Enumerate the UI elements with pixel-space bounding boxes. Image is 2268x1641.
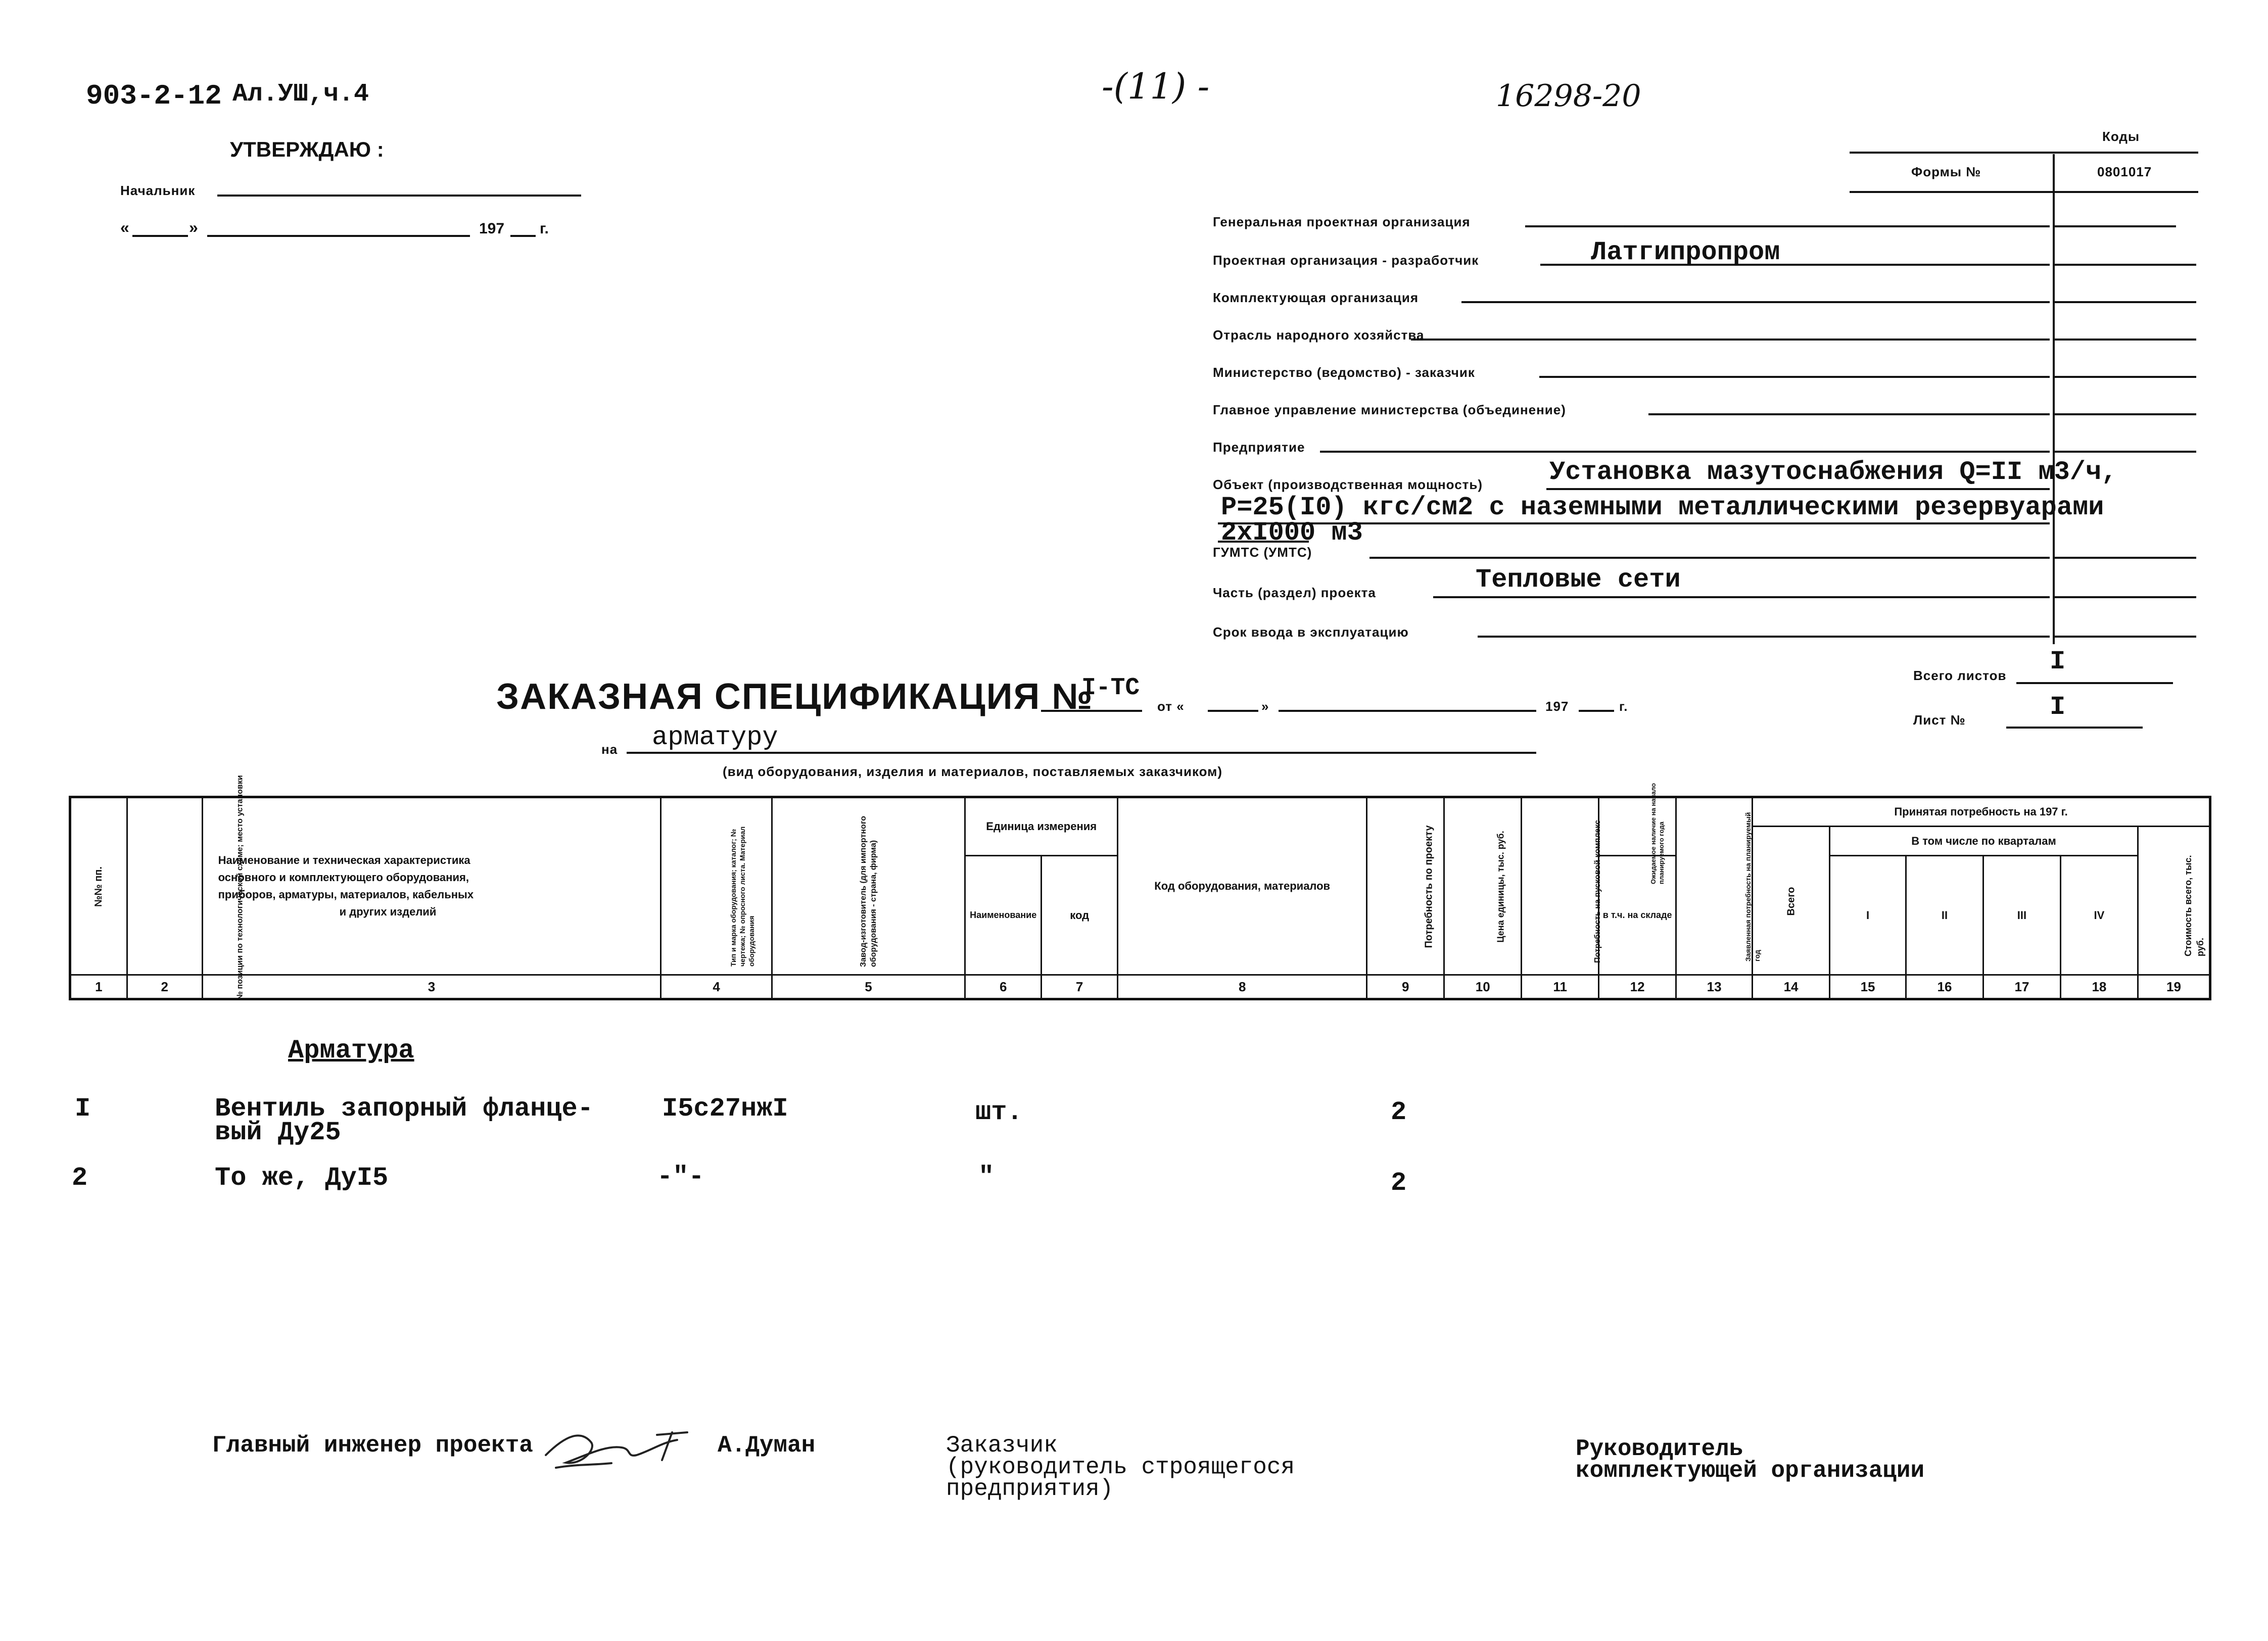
supplier-line2: комплектующей организации	[1576, 1458, 1925, 1484]
header-cell-5: Завод-изготовитель (для импортного оборудования - страна, фирма)	[772, 797, 965, 975]
handwritten-signature	[536, 1420, 697, 1475]
column-number: 15	[1830, 975, 1906, 999]
row-quantity: 2	[1391, 1097, 1407, 1127]
sheet-label: Лист №	[1913, 712, 1966, 728]
object-value-line1: Установка мазутоснабжения Q=II м3/ч,	[1549, 457, 2117, 487]
column-number: 11	[1522, 975, 1599, 999]
code-cell-line	[2055, 596, 2196, 598]
object-label: Объект (производственная мощность)	[1213, 477, 1483, 492]
codes-title: Коды	[2102, 129, 2140, 144]
customer-line3: предприятия)	[946, 1476, 1114, 1502]
codes-top-line	[1850, 152, 2198, 154]
codes-column-divider	[2053, 154, 2055, 644]
row-type: I5с27нжI	[662, 1094, 788, 1124]
unit-group-header: Единица измерения	[965, 797, 1118, 856]
org-field-label: Отрасль народного хозяйства	[1213, 327, 1425, 343]
code-cell-line	[2055, 264, 2196, 266]
org-field-label: Генеральная проектная организация	[1213, 214, 1471, 229]
object-value-line2: Р=25(I0) кгс/см2 с наземными металлическими резервуарами	[1221, 493, 2104, 522]
year-suffix: г.	[540, 220, 549, 237]
column-number: 13	[1676, 975, 1753, 999]
header-cell-14: Всего	[1753, 827, 1830, 975]
org-field-label: Предприятие	[1213, 440, 1305, 455]
part-line	[1433, 596, 2050, 598]
column-number: 1	[70, 975, 127, 999]
code-cell-line	[2055, 557, 2196, 559]
date-open: «	[120, 218, 129, 236]
column-number: 17	[1983, 975, 2060, 999]
column-number: 3	[202, 975, 661, 999]
object-value-line3: 2xI000 м3	[1221, 518, 1363, 548]
column-number: 14	[1753, 975, 1830, 999]
customer-line1: Заказчик	[946, 1432, 1058, 1459]
year-label: 197	[479, 220, 505, 237]
on-value: арматуру	[652, 722, 778, 752]
header-cell-9: Потребность по проекту	[1367, 797, 1444, 975]
header-cell-7: код	[1042, 856, 1118, 975]
org-field-label: Проектная организация - разработчик	[1213, 253, 1479, 268]
header-cell-12-top: Ожидаемое наличие на начало планируемого года	[1599, 797, 1676, 856]
header-cell-3: Наименование и техническая характеристика основного и комплектующего оборудования, приборов, арматуры, материалов, кабельных и других изделий	[202, 797, 661, 975]
column-number: 19	[2138, 975, 2210, 999]
spec-day-line	[1208, 710, 1258, 712]
total-sheets-line	[2016, 682, 2173, 684]
org-field-label: Комплектующая организация	[1213, 290, 1419, 305]
header-cell-19: Стоимость всего, тыс. руб.	[2138, 827, 2210, 975]
spec-year-suffix: г.	[1619, 699, 1628, 714]
org-field-line	[1539, 376, 2050, 378]
page-number: -(11) -	[1102, 66, 1210, 107]
spec-month-line	[1279, 710, 1536, 712]
accepted-group-header: Принятая потребность на 197 г.	[1753, 797, 2210, 827]
header-quarter-2: II	[1906, 856, 1983, 975]
column-number: 4	[661, 975, 772, 999]
on-subtitle: (вид оборудования, изделия и материалов, поставляемых заказчиком)	[723, 764, 1223, 779]
developer-value: Латгипропром	[1591, 237, 1780, 267]
row-name-line1: То же, ДуI5	[215, 1163, 389, 1193]
code-cell-line	[2055, 301, 2196, 303]
sheet-line	[2006, 727, 2143, 729]
row-name-line2: вый Ду25	[215, 1118, 341, 1147]
row-type: -"-	[657, 1162, 704, 1192]
code-cell-line	[2055, 636, 2196, 638]
header-cell-1: №№ пп.	[70, 797, 127, 975]
supplier-line1: Руководитель	[1576, 1436, 1743, 1462]
header-cell-13: Заявленная потребность на планируемый год	[1676, 797, 1753, 975]
header-cell-8: Код оборудования, материалов	[1118, 797, 1367, 975]
form-code: 0801017	[2097, 164, 2152, 179]
deadline-label: Срок ввода в эксплуатацию	[1213, 624, 1409, 640]
part-value: Тепловые сети	[1476, 565, 1681, 595]
row-number: I	[75, 1094, 91, 1124]
org-field-label: Министерство (ведомство) - заказчик	[1213, 365, 1475, 380]
column-number: 12	[1599, 975, 1676, 999]
org-field-label: Главное управление министерства (объединение)	[1213, 402, 1566, 417]
object-line3	[1218, 541, 1309, 543]
column-number: 16	[1906, 975, 1983, 999]
org-field-line	[1648, 413, 2050, 415]
sheet-value: I	[2050, 692, 2066, 722]
row-name-line1: Вентиль запорный фланце-	[215, 1094, 593, 1124]
spec-close: »	[1261, 699, 1269, 714]
header-quarter-3: III	[1983, 856, 2060, 975]
code-cell-line	[2055, 376, 2196, 378]
date-close: »	[189, 218, 198, 236]
header-cell-6: Наименование	[965, 856, 1042, 975]
object-line1	[1546, 488, 2050, 490]
date-day-line	[132, 235, 188, 237]
header-cell-11: Потребность на пусковой комплекс	[1522, 797, 1599, 975]
gumts-line	[1369, 557, 2050, 559]
on-line	[627, 752, 1536, 754]
column-number: 9	[1367, 975, 1444, 999]
chief-engineer-name: А.Думан	[718, 1432, 816, 1459]
year-line	[510, 235, 536, 237]
column-number: 6	[965, 975, 1042, 999]
column-number: 5	[772, 975, 965, 999]
column-number: 2	[127, 975, 202, 999]
album-reference: Ал.УШ,ч.4	[232, 80, 369, 109]
spec-title: ЗАКАЗНАЯ СПЕЦИФИКАЦИЯ №	[496, 677, 1094, 717]
total-sheets-value: I	[2050, 647, 2066, 677]
header-cell-10: Цена единицы, тыс. руб.	[1444, 797, 1522, 975]
gumts-label: ГУМТС (УМТС)	[1213, 545, 1312, 560]
approve-label: УТВЕРЖДАЮ :	[230, 137, 384, 161]
code-cell-line	[2055, 451, 2196, 453]
code-cell-line	[2055, 413, 2196, 415]
code-cell-line	[2055, 225, 2176, 227]
row-number: 2	[72, 1163, 88, 1193]
spec-year: 197	[1545, 699, 1569, 714]
code-cell-line	[2055, 339, 2196, 341]
customer-line2: (руководитель строящегося	[946, 1454, 1295, 1480]
section-title: Арматура	[288, 1036, 414, 1066]
codes-form-line	[1850, 191, 2198, 193]
org-field-line	[1320, 451, 2050, 453]
spec-year-line	[1579, 710, 1614, 712]
column-number: 7	[1042, 975, 1118, 999]
quarter-group-header: В том числе по кварталам	[1830, 827, 2138, 856]
form-label: Формы №	[1911, 164, 1981, 179]
spec-number-line	[1041, 710, 1142, 712]
spec-table	[69, 775, 2211, 1000]
org-field-line	[1411, 339, 2050, 341]
org-field-line	[1525, 225, 2050, 227]
chief-engineer-label: Главный инженер проекта	[212, 1432, 533, 1459]
chief-label: Начальник	[120, 183, 196, 198]
chief-signature-line	[217, 195, 581, 197]
spec-number: I-TC	[1081, 674, 1140, 702]
row-quantity: 2	[1391, 1168, 1407, 1198]
row-unit: шт.	[975, 1097, 1023, 1127]
document-code: 903-2-12	[86, 80, 222, 112]
part-label: Часть (раздел) проекта	[1213, 585, 1376, 600]
header-cell-4: Тип и марка оборудования; каталог; № чертежа; № опросного листа. Материал оборудования	[661, 797, 772, 975]
inventory-number: 16298-20	[1496, 78, 1641, 114]
org-field-line	[1461, 301, 2050, 303]
spec-from: от «	[1157, 699, 1185, 714]
header-cell-2: № позиции по технологической схеме; место установки	[127, 797, 202, 975]
column-number: 10	[1444, 975, 1522, 999]
on-label: на	[601, 742, 618, 757]
total-sheets-label: Всего листов	[1913, 668, 2007, 683]
header-quarter-1: I	[1830, 856, 1906, 975]
header-quarter-4: IV	[2060, 856, 2138, 975]
column-number: 18	[2060, 975, 2138, 999]
date-month-line	[207, 235, 470, 237]
column-number: 8	[1118, 975, 1367, 999]
row-unit: "	[978, 1162, 995, 1192]
deadline-line	[1478, 636, 2050, 638]
header-cell-12-bottom: в т.ч. на складе	[1599, 856, 1676, 975]
